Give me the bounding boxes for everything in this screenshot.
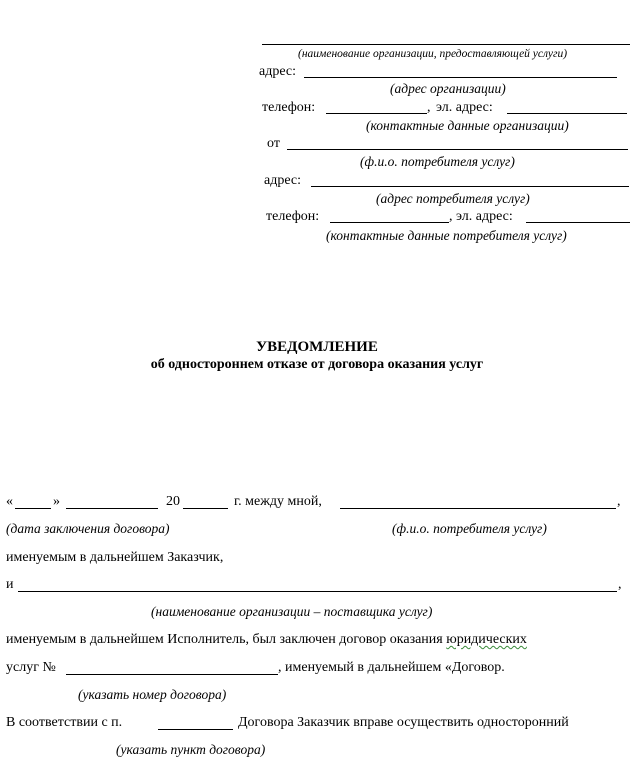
supplier-caption: (наименование организации – поставщика услуг) bbox=[151, 604, 433, 619]
executor-text bbox=[6, 632, 527, 648]
row1-end-comma: , bbox=[617, 494, 621, 509]
clause-caption: (указать пункт договора) bbox=[116, 742, 266, 757]
org-phone-sep: , bbox=[427, 100, 431, 115]
quote-open: « bbox=[6, 494, 13, 509]
org-phone-line bbox=[326, 113, 427, 114]
consumer-fio-line bbox=[340, 508, 616, 509]
contract-number-line bbox=[66, 674, 278, 675]
org-phone-label: телефон: bbox=[262, 100, 316, 115]
contract-number-caption: (указать номер договора) bbox=[78, 687, 227, 702]
from-label: от bbox=[267, 136, 280, 151]
consumer-phone-label: телефон: bbox=[266, 209, 320, 224]
org-address-line bbox=[304, 77, 617, 78]
org-address-label: адрес: bbox=[259, 64, 297, 79]
consumer-name-line bbox=[287, 149, 628, 150]
row3-end-comma: , bbox=[618, 577, 622, 592]
date-caption: (дата заключения договора) bbox=[6, 521, 170, 536]
org-contacts-caption: (контактные данные организации) bbox=[366, 118, 569, 133]
consumer-fio-caption: (ф.и.о. потребителя услуг) bbox=[392, 521, 547, 536]
consumer-name-caption: (ф.и.о. потребителя услуг) bbox=[360, 154, 515, 169]
clause-line bbox=[158, 729, 233, 730]
customer-text: именуемым в дальнейшем Заказчик, bbox=[6, 550, 224, 565]
consumer-email-label: , эл. адрес: bbox=[449, 209, 513, 224]
document-subtitle: об одностороннем отказе от договора оказания услуг bbox=[150, 357, 484, 372]
accordance-rest: Договора Заказчик вправе осуществить односторонний bbox=[238, 715, 569, 730]
between-text: г. между мной, bbox=[234, 494, 322, 509]
org-email-line bbox=[507, 113, 627, 114]
and-text: и bbox=[6, 577, 14, 592]
month-line bbox=[66, 508, 158, 509]
contract-named-text: , именуемый в дальнейшем «Договор. bbox=[278, 660, 505, 675]
consumer-address-line bbox=[311, 186, 629, 187]
supplier-line bbox=[18, 591, 617, 592]
year-line bbox=[183, 508, 228, 509]
year-prefix: 20 bbox=[166, 494, 180, 509]
services-no-label: услуг № bbox=[6, 660, 56, 675]
accordance-prefix: В соответствии с п. bbox=[6, 715, 123, 730]
org-name-line bbox=[262, 44, 630, 45]
org-address-caption: (адрес организации) bbox=[390, 81, 506, 96]
quote-close: » bbox=[53, 494, 60, 509]
consumer-address-label: адрес: bbox=[264, 173, 302, 188]
executor-text-before: именуемым в дальнейшем Исполнитель, был заключен договор оказания bbox=[6, 632, 443, 647]
org-email-label: эл. адрес: bbox=[436, 100, 493, 115]
consumer-email-line bbox=[526, 222, 630, 223]
day-line bbox=[15, 508, 51, 509]
document-title: УВЕДОМЛЕНИЕ bbox=[256, 339, 378, 355]
org-name-caption: (наименование организации, предоставляющей услуги) bbox=[298, 48, 568, 60]
consumer-phone-line bbox=[330, 222, 449, 223]
executor-text-flagged: юридических bbox=[446, 632, 527, 647]
consumer-contacts-caption: (контактные данные потребителя услуг) bbox=[326, 228, 567, 243]
consumer-address-caption: (адрес потребителя услуг) bbox=[376, 191, 530, 206]
